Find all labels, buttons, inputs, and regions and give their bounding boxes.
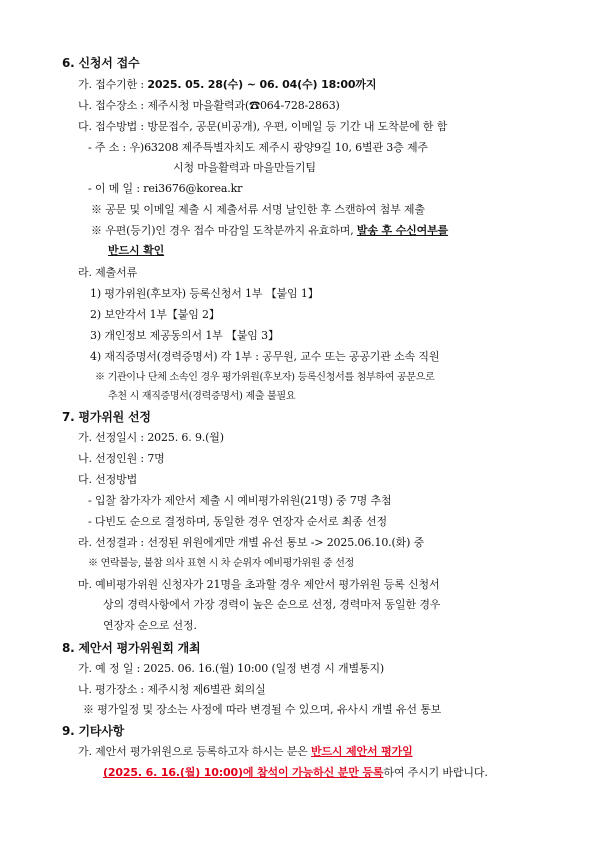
s6-doc-2: 2) 보안각서 1부【붙임 2】	[90, 308, 220, 321]
s7-result-note: ※ 연락불능, 불참 의사 표현 시 차 순위자 예비평가위원 중 선정	[88, 558, 355, 569]
s7-method: 다. 선정방법	[78, 473, 138, 486]
s6-doc-3: 3) 개인정보 제공동의서 1부 【붙임 3】	[90, 329, 279, 342]
s8-date: 가. 예 정 일 : 2025. 06. 16.(월) 10:00 (일정 변경 시 개별통지)	[78, 662, 385, 675]
s7-count: 나. 선정인원 : 7명	[78, 452, 165, 465]
section-8-heading: 8. 제안서 평가위원회 개최	[62, 641, 201, 655]
s8-note: ※ 평가일정 및 장소는 사정에 따라 변경될 수 있으며, 유사시 개별 유선 통보	[83, 703, 442, 716]
s7-result: 라. 선정결과 : 선정된 위원에게만 개별 유선 통보 -> 2025.06.10.(화) 중	[78, 536, 425, 549]
s6-deadline-label: 가. 접수기한 :	[78, 78, 144, 91]
s6-deadline-value: 2025. 05. 28(수) ~ 06. 04(수) 18:00까지	[147, 78, 377, 91]
s9-item-line1	[78, 745, 413, 759]
s6-deadline	[78, 78, 376, 92]
s9-item-emphasis-2: (2025. 6. 16.(월) 10:00)에 참석이 가능하신 분만 등록	[103, 766, 384, 779]
s6-address-line2: 시청 마을활력과 마을만들기팀	[173, 161, 316, 174]
s9-item-emphasis-1: 반드시 제안서 평가일	[310, 745, 413, 758]
s6-doc-4-note-1: ※ 기관이나 단체 소속인 경우 평가위원(후보자) 등록신청서를 첨부하여 공문으로	[95, 372, 435, 383]
s6-doc-1: 1) 평가위원(후보자) 등록신청서 1부 【붙임 1】	[90, 287, 319, 300]
s6-note-2-cont	[108, 244, 164, 258]
s7-extra-line2: 상의 경력사항에서 가장 경력이 높은 순으로 선정, 경력마저 동일한 경우	[103, 598, 441, 611]
s7-extra-line1: 마. 예비평가위원 신청자가 21명을 초과할 경우 제안서 평가위원 등록 신청서	[78, 578, 440, 591]
s6-documents: 라. 제출서류	[78, 266, 138, 279]
s7-extra-line3: 연장자 순으로 선정.	[103, 619, 197, 632]
s6-address-line1: - 주 소 : 우)63208 제주특별자치도 제주시 광양9길 10, 6별관 3층 제주	[88, 141, 428, 154]
s9-item-tail: 하여 주시기 바랍니다.	[383, 766, 488, 779]
s6-note-2-emphasis: 발송 후 수신여부를	[356, 224, 449, 237]
s6-note-2	[91, 224, 448, 238]
s6-doc-4: 4) 재직증명서(경력증명서) 각 1부 : 공무원, 교수 또는 공공기관 소속 직원	[90, 350, 440, 363]
s7-method-2: - 다빈도 순으로 결정하며, 동일한 경우 연장자 순서로 최종 선정	[88, 515, 387, 528]
s6-note-2-emphasis-cont: 반드시 확인	[108, 244, 165, 257]
s6-note-2-text: ※ 우편(등기)인 경우 접수 마감일 도착분까지 유효하며,	[91, 224, 357, 237]
s6-method: 다. 접수방법 : 방문접수, 공문(비공개), 우편, 이메일 등 기간 내 도착분에 한 함	[78, 120, 448, 133]
s7-date: 가. 선정일시 : 2025. 6. 9.(월)	[78, 431, 224, 444]
s6-email: - 이 메 일 : rei3676@korea.kr	[88, 182, 243, 195]
section-9-heading: 9. 기타사항	[62, 724, 125, 738]
s6-doc-4-note-2: 추천 시 재직증명서(경력증명서) 제출 불필요	[108, 391, 296, 402]
s6-note-1: ※ 공문 및 이메일 제출 시 제출서류 서명 날인한 후 스캔하여 첨부 제출	[91, 203, 425, 216]
s8-place: 나. 평가장소 : 제주시청 제6별관 회의실	[78, 683, 266, 696]
s9-item-line2	[103, 766, 488, 780]
section-7-heading: 7. 평가위원 선정	[62, 410, 151, 424]
section-6-heading: 6. 신청서 접수	[62, 56, 140, 70]
s7-method-1: - 입찰 참가자가 제안서 제출 시 예비평가위원(21명) 중 7명 추첨	[88, 494, 392, 507]
s6-place: 나. 접수장소 : 제주시청 마을활력과(☎064-728-2863)	[78, 99, 340, 112]
s9-item-text: 가. 제안서 평가위원으로 등록하고자 하시는 분은	[78, 745, 311, 758]
